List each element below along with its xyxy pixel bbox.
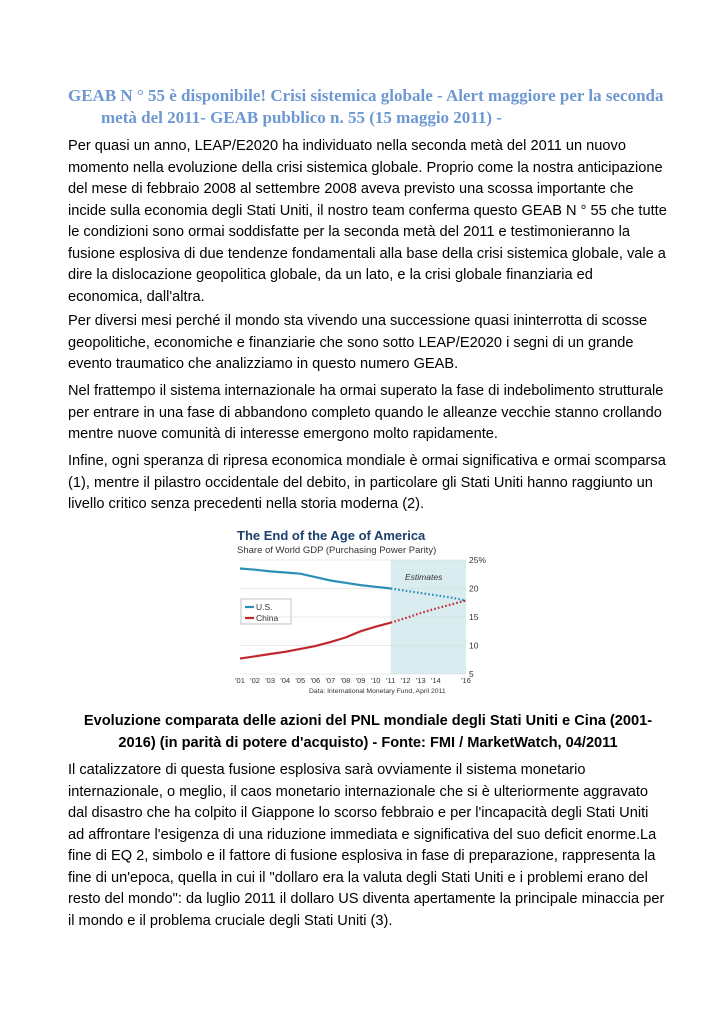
x-tick-label: '03 xyxy=(265,676,276,685)
y-tick-label: 15 xyxy=(469,612,479,622)
chart-subtitle: Share of World GDP (Purchasing Power Parity) xyxy=(237,545,437,556)
x-tick-label: '04 xyxy=(280,676,291,685)
title-line-1: GEAB N ° 55 è disponibile! Crisi sistemica globale - Alert maggiore per la seconda xyxy=(68,86,664,105)
gdp-share-chart xyxy=(234,527,492,697)
paragraph-2: Per diversi mesi perché il mondo sta vivendo una successione quasi ininterrotta di scosse geopolitiche, economiche e finanziarie che sono sotto LEAP/E2020 i segni di un grande evento traumatico che analizziamo in questo numero GEAB. xyxy=(68,313,648,372)
y-tick-label: 10 xyxy=(469,640,479,651)
x-tick-label: '08 xyxy=(340,676,351,685)
x-tick-label: '16 xyxy=(461,676,471,685)
chart-figure xyxy=(234,527,492,697)
chart-source: Data: International Monetary Fund, April 2011 xyxy=(309,688,446,695)
x-tick-label: '05 xyxy=(295,676,306,685)
legend-label-china: China xyxy=(256,613,279,623)
figure-caption: Evoluzione comparata delle azioni del PNL mondiale degli Stati Uniti e Cina (2001-2016) (in parità di potere d'acquisto) - Fonte: FMI / MarketWatch, 04/2011 xyxy=(83,713,653,751)
x-tick-label: '06 xyxy=(310,676,321,685)
paragraph-4: Infine, ogni speranza di ripresa economica mondiale è ormai significativa e ormai scomparsa (1), mentre il pilastro occidentale del debito, in particolare gli Stati Uniti hanno raggiunto un livello critico senza precedenti nella storia moderna (2). xyxy=(68,453,666,512)
estimates-label: Estimates xyxy=(405,572,443,582)
paragraph-3: Nel frattempo il sistema internazionale ha ormai superato la fase di indebolimento strutturale per entrare in una fase di abbandono completo quando le alleanze vecchie stanno crollando mentre nuove comunità di interesse emergono molto rapidamente. xyxy=(68,383,664,442)
y-tick-label: 5 xyxy=(469,669,474,679)
x-tick-label: '10 xyxy=(370,676,381,685)
chart-title: The End of the Age of America xyxy=(237,528,426,543)
y-tick-label: 25% xyxy=(469,555,487,565)
paragraph-5: Il catalizzatore di questa fusione esplosiva sarà ovviamente il sistema monetario internazionale, o meglio, il caos monetario internazionale che si è ulteriormente aggravato dal disastro che ha colpito il Giappone lo scorso febbraio e per l'incapacità degli Stati Uniti ad affrontare l'esigenza di una riduzione immediata e significativa del suo deficit enorme.La fine di EQ 2, simbolo e il fattore di fusione esplosiva in fase di preparazione, rappresenta la fine di un'epoca, quella in cui il "dollaro era la valuta degli Stati Uniti e i problemi erano del resto del mondo": da luglio 2011 il dollaro US diventa apertamente la principale minaccia per il mondo e il problema cruciale degli Stati Uniti (3). xyxy=(68,762,665,929)
x-tick-label: '02 xyxy=(250,676,260,685)
x-tick-label: '13 xyxy=(415,676,426,685)
x-tick-label: '12 xyxy=(400,676,411,685)
title-line-2: metà del 2011- GEAB pubblico n. 55 (15 maggio 2011) - xyxy=(101,108,502,127)
page-title xyxy=(68,85,668,129)
x-tick-label: '11 xyxy=(386,676,396,685)
legend-label-u-s: U.S. xyxy=(256,602,273,612)
y-tick-label: 20 xyxy=(469,583,479,594)
x-tick-label: '07 xyxy=(325,676,336,685)
x-tick-label: '14 xyxy=(430,676,441,685)
x-tick-label: '01 xyxy=(235,676,245,685)
x-tick-label: '09 xyxy=(355,676,366,685)
paragraph-1: Per quasi un anno, LEAP/E2020 ha individuato nella seconda metà del 2011 un nuovo momento nella evoluzione della crisi sistemica globale. Proprio come la nostra anticipazione del mese di febbraio 2008 al settembre 2008 aveva previsto una scossa importante che incide sulla economia degli Stati Uniti, il nostro team conferma questo GEAB N ° 55 che tutte le condizioni sono ormai soddisfatte per la seconda metà del 2011 e testimonieranno la fusione esplosiva di due tendenze fondamentali alla base della crisi sistemica globale, vale a dire la dislocazione geopolitica globale, da un lato, e la crisi globale finanziaria ed economica, dall'altra. xyxy=(68,138,667,305)
